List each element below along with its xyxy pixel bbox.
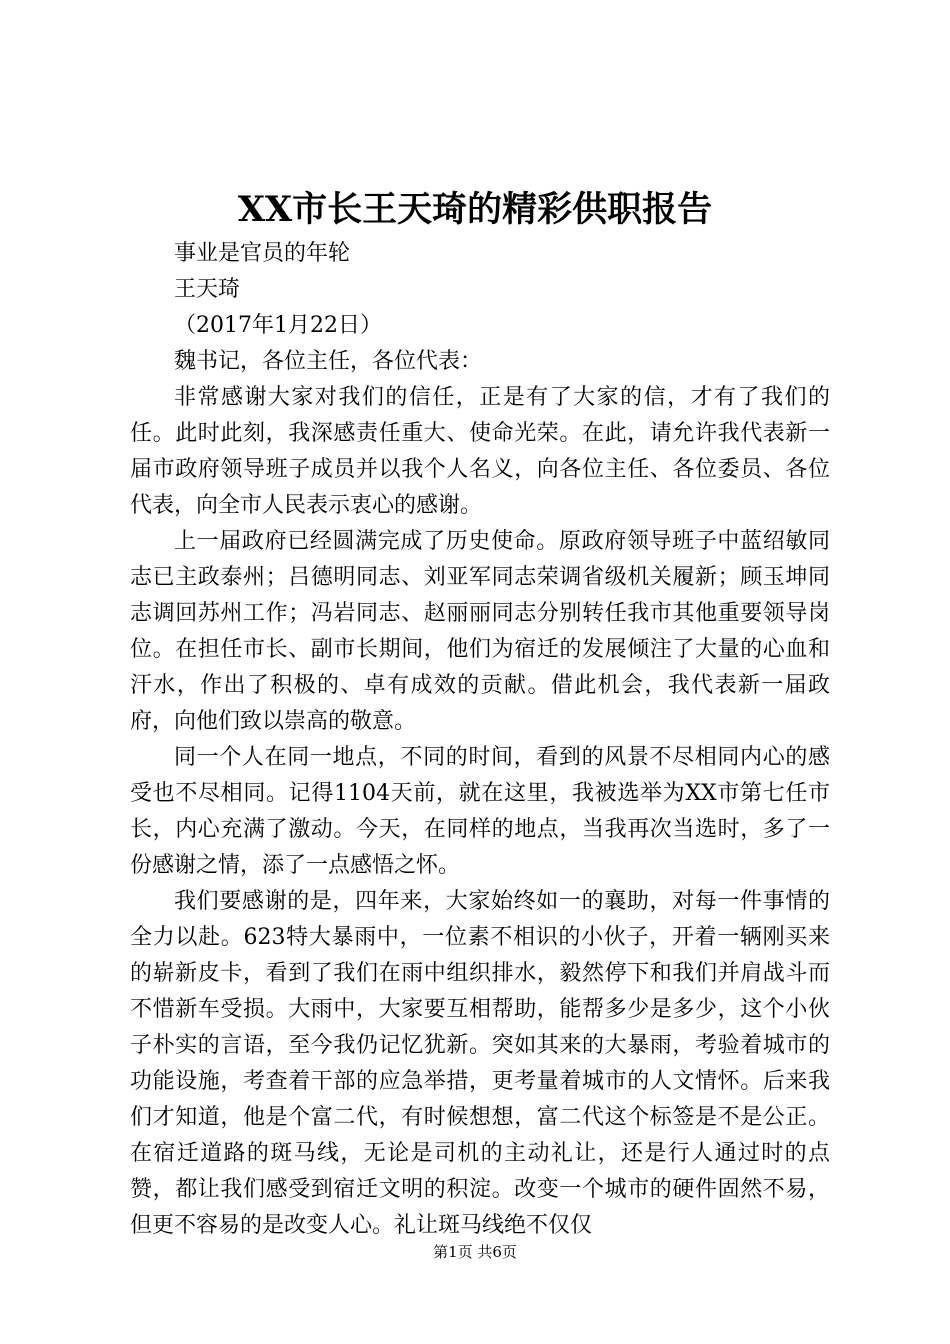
author-line: 王天琦 <box>174 277 241 302</box>
subtitle-line: 事业是官员的年轮 <box>174 241 351 266</box>
body-paragraph: 上一届政府已经圆满完成了历史使命。原政府领导班子中蓝绍敏同志已主政泰州；吕德明同志、刘亚军同志荣调省级机关履新；顾玉坤同志调回苏州工作；冯岩同志、赵丽丽同志分别转任我市其他重要领导岗位。在担任市长、副市长期间，他们为宿迁的发展倾注了大量的心血和汗水，作出了积极的、卓有成效的贡献。借此机会，我代表新一届政府，向他们致以崇高的敬意。 <box>130 529 830 734</box>
document-title: XX市长王天琦的精彩供职报告 <box>237 189 713 230</box>
document-body <box>130 236 830 1244</box>
body-paragraph: 同一个人在同一地点，不同的时间，看到的风景不尽相同内心的感受也不尽相同。记得1104天前，就在这里，我被选举为XX市第七任市长，内心充满了激动。今天，在同样的地点，当我再次当选时，多了一份感谢之情，添了一点感悟之怀。 <box>130 745 830 878</box>
page-number-footer: 第1页 共6页 <box>433 1243 517 1261</box>
body-paragraph: 非常感谢大家对我们的信任，正是有了大家的信，才有了我们的任。此时此刻，我深感责任重大、使命光荣。在此，请允许我代表新一届市政府领导班子成员并以我个人名义，向各位主任、各位委员、各位代表，向全市人民表示衷心的感谢。 <box>130 385 830 518</box>
date-line: （2017年1月22日） <box>174 313 382 338</box>
salutation-line: 魏书记，各位主任，各位代表： <box>174 349 483 374</box>
body-paragraph: 我们要感谢的是，四年来，大家始终如一的襄助，对每一件事情的全力以赴。623特大暴雨中，一位素不相识的小伙子，开着一辆刚买来的崭新皮卡，看到了我们在雨中组织排水，毅然停下和我们并肩战斗而不惜新车受损。大雨中，大家要互相帮助，能帮多少是多少，这个小伙子朴实的言语，至今我仍记忆犹新。突如其来的大暴雨，考验着城市的功能设施，考查着干部的应急举措，更考量着城市的人文情怀。后来我们才知道，他是个富二代，有时候想想，富二代这个标签是不是公正。在宿迁道路的斑马线，无论是司机的主动礼让，还是行人通过时的点赞，都让我们感受到宿迁文明的积淀。改变一个城市的硬件固然不易，但更不容易的是改变人心。礼让斑马线绝不仅仅 <box>130 889 830 1238</box>
